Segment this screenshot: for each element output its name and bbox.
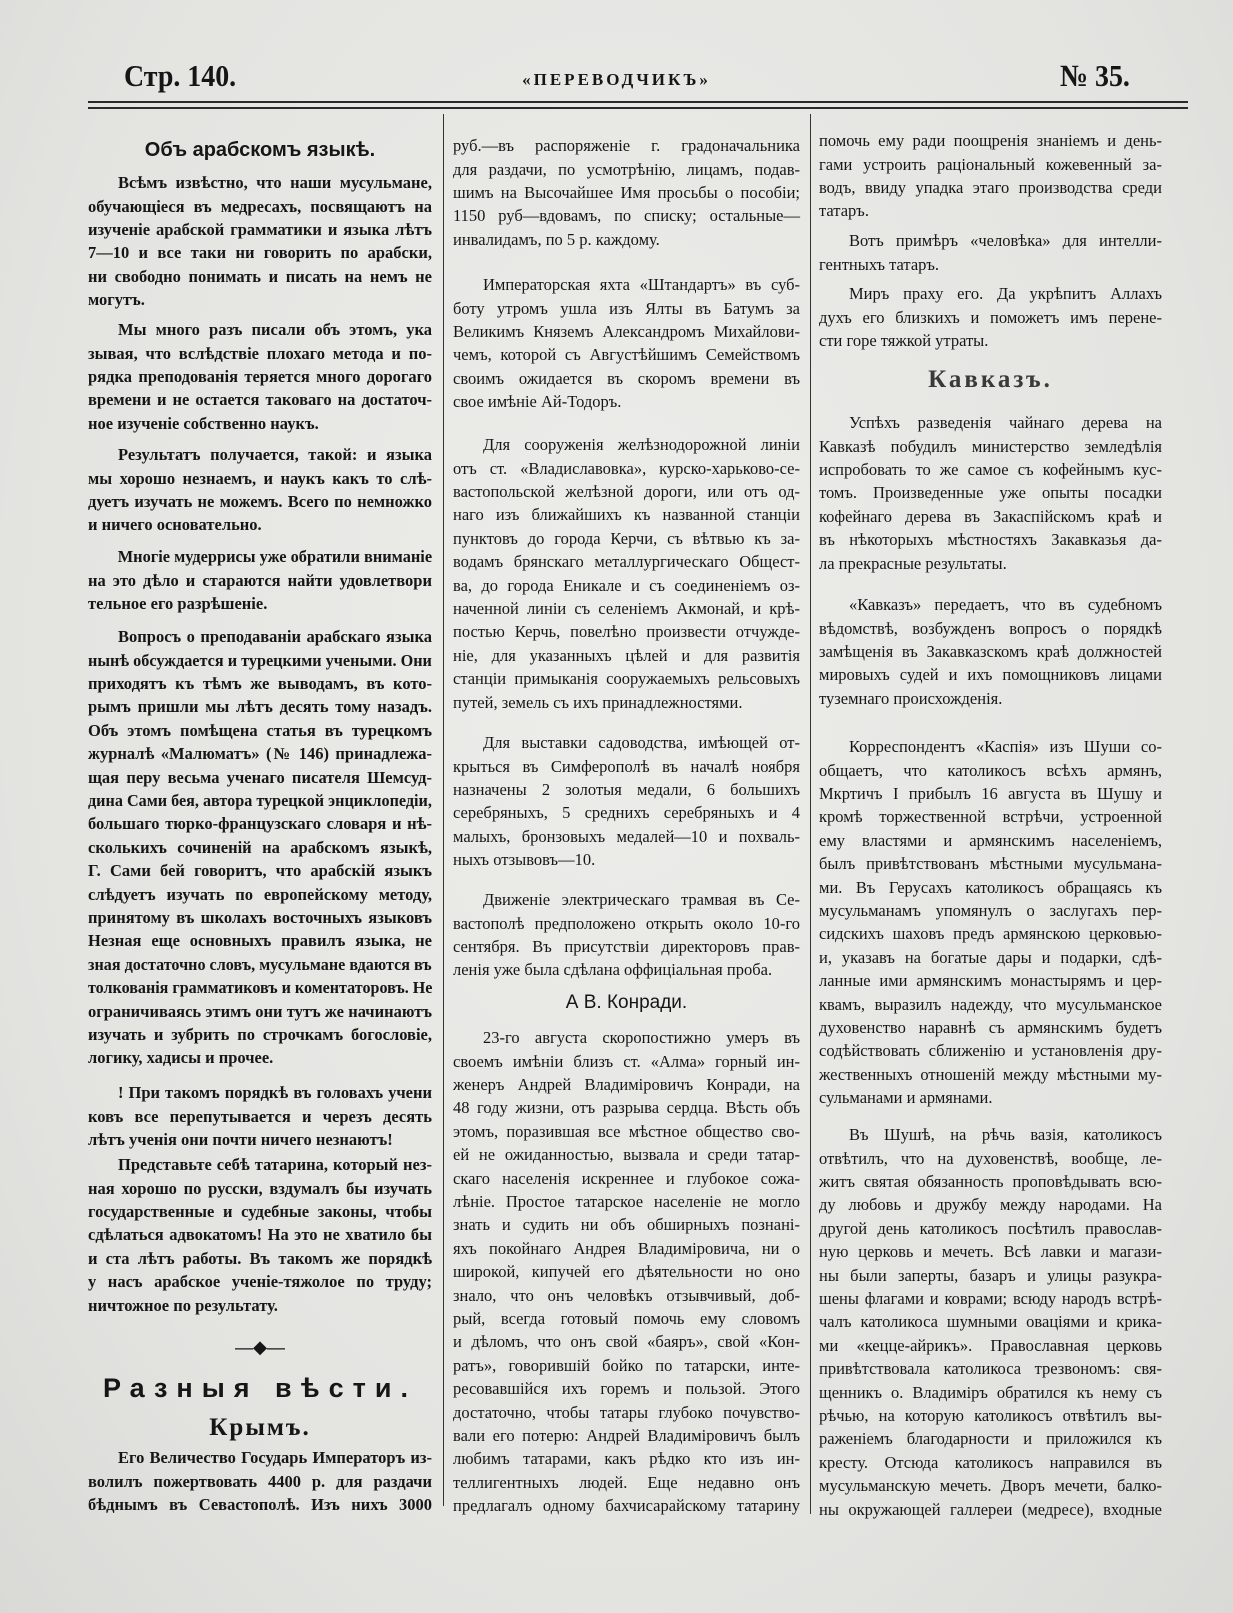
text-line: томъ. Произведенные уже опыты посадки [819, 483, 1162, 503]
text-line: ныхъ отзывовъ—10. [453, 850, 596, 870]
text-line: рый, всегда готовый помочь ему словомъ [453, 1308, 800, 1328]
text-line: рѣчью, на которую католикосъ отвѣтилъ вы- [819, 1405, 1162, 1425]
text-line: ная хорошо по русски, вздумалъ бы изучать [88, 1178, 432, 1198]
text-line: привѣтствовала католикоса трезвономъ: свя- [819, 1359, 1162, 1379]
text-line: обучающіеся въ медресахъ, посвящаютъ на [88, 196, 432, 216]
text-line: постью Керчь, повелѣно произвести отчужде- [453, 622, 800, 642]
text-line: чемъ, которой съ Августѣйшимъ Семействомъ [453, 345, 800, 365]
text-line: ду любовь и дружбу между народами. На [819, 1195, 1162, 1215]
text-line: ничтожное по результату. [88, 1295, 278, 1315]
text-line: гентныхъ татаръ. [819, 254, 940, 274]
paragraph [88, 171, 432, 311]
text-line: крыться въ Симферополѣ въ началѣ ноября [453, 756, 800, 776]
text-line: кресту. Отсюда католикосъ направился въ [819, 1452, 1162, 1472]
text-line: раженіемъ благодарности и приложился къ [819, 1429, 1162, 1449]
text-line: Въ Шушѣ, на рѣчь вазія, католикосъ [849, 1125, 1162, 1145]
text-line: ! При такомъ порядкѣ въ головахъ учени [118, 1083, 432, 1103]
text-line: изученіе арабской грамматики и языка лѣтъ [88, 220, 432, 240]
text-line: знать и судить ни объ обширныхъ познані- [453, 1215, 800, 1235]
text-line: предлагалъ одному бахчисарайскому татарину [453, 1496, 800, 1516]
text-line: ей не ожиданностью, вызвала и среди татар- [453, 1145, 800, 1165]
text-line: и ста лѣтъ работы. Въ такомъ же порядкѣ [88, 1248, 432, 1268]
text-line: дина Сами бея, автора турецкой энциклопедіи, [88, 791, 432, 811]
text-line: Мкртичъ I прибылъ 16 августа въ Шушу и [819, 784, 1162, 804]
paragraph [88, 443, 432, 537]
newspaper-title: «ПЕРЕВОДЧИКЪ» [522, 70, 711, 89]
text-line: шены флагами и коврами; всюду народъ встрѣ- [819, 1289, 1162, 1309]
text-line: своемъ имѣніи близъ ст. «Алма» горный ин- [453, 1051, 800, 1071]
text-line: Всѣмъ извѣстно, что наши мусульмане, [118, 173, 432, 193]
text-line: ресовавшійся ихъ горемъ и пользой. Этого [453, 1379, 800, 1399]
text-line: ны были заперты, базаръ и улицы разукра- [819, 1265, 1162, 1285]
text-line: лѣніе. Простое татарское населеніе не могло [453, 1192, 800, 1212]
text-line: замѣщенія въ Закавказскомъ краѣ должностей [819, 642, 1162, 662]
text-line: наченной линіи съ селеніемъ Акмонай, и крѣ- [453, 599, 800, 619]
paragraph [819, 735, 1162, 1109]
text-line: знало, что онъ человѣкъ отзывчивый, доб- [453, 1285, 800, 1305]
text-line: сти горе тяжкой утраты. [819, 331, 989, 351]
paragraph [819, 229, 1162, 276]
ornament-divider-icon: —◆— [235, 1337, 285, 1357]
text-line: инвалидамъ, по 5 р. каждому. [453, 229, 660, 249]
text-line: мусульманамъ упомянулъ о заслугахъ пер- [819, 901, 1162, 921]
text-line: вѣдомствѣ, возбужденъ вопросъ о порядкѣ [819, 618, 1162, 638]
text-line: на это дѣло и стараются найти удовлетвори [88, 570, 432, 590]
text-line: ніе, для указанныхъ цѣлей и для развитія [453, 645, 800, 665]
text-line: журналѣ «Малюматъ» (№ 146) принадлежа- [88, 744, 432, 764]
text-line: содѣйствовать сближенію и установленія дру- [819, 1041, 1162, 1061]
text-line: Вотъ примѣръ «человѣка» для интелли- [849, 231, 1162, 251]
text-line: ми. Въ Герусахъ католикосъ обращаясь къ [819, 877, 1162, 897]
paragraph [88, 1446, 432, 1516]
paragraph [453, 888, 800, 982]
text-line: рядка преподованія теряется много дорогаго [88, 367, 432, 387]
text-line: кромѣ торжественной встрѣчи, устроенной [819, 807, 1162, 827]
text-line: Кавказѣ побудилъ министерство земледѣлія [819, 436, 1162, 456]
text-line: ковъ все перепутывается и черезъ десять [88, 1106, 432, 1126]
text-line: сентября. Въ присутствіи директоровъ прав- [453, 937, 800, 957]
text-line: Г. Сами бей говоритъ, что арабскій языкъ [88, 861, 432, 881]
text-line: духъ его близкихъ и поможетъ имъ перене- [819, 307, 1162, 327]
text-line: руб.—въ распоряженіе г. градоначальника [453, 136, 800, 156]
text-line: широкой, кипучей его дѣятельности но оно [453, 1262, 800, 1282]
text-line: яхъ покойнаго Андрея Владиміровича, ни о [453, 1238, 800, 1258]
text-line: могутъ. [88, 290, 145, 310]
section-heading: Разныя вѣсти. [103, 1373, 417, 1403]
text-line: ратъ», говорившій бойко по татарски, инте- [453, 1355, 800, 1375]
text-line: мировыхъ судей и ихъ помощниковъ лицами [819, 665, 1162, 685]
text-line: времени и не остается таковаго на достаточ- [88, 390, 432, 410]
text-line: 48 году жизни, отъ разрыва сердца. Вѣсть объ [453, 1098, 800, 1118]
text-line: 7—10 и все таки ни говорить по арабски, [88, 243, 432, 263]
text-line: въ нѣкоторыхъ мѣстностяхъ Закавказья да- [819, 530, 1162, 550]
text-line: щая перу весьма ученаго писателя Шемсуд- [88, 767, 432, 787]
text-line: ла прекрасные результаты. [819, 553, 1007, 573]
text-line: ему властями и армянскимъ населеніемъ, [819, 830, 1162, 850]
text-line: бѣднымъ въ Севастополѣ. Изъ нихъ 3000 [88, 1495, 432, 1515]
text-line: кофейнаго дерева въ Закаспійскомъ краѣ и [819, 506, 1162, 526]
text-line: сидскихъ шаховъ предъ армянскою церковью- [819, 924, 1162, 944]
text-line: сульманами и армянами. [819, 1088, 993, 1108]
text-line: путей, земель съ ихъ принадлежностями. [453, 692, 743, 712]
text-line: назначены 2 золотыя медали, 6 большихъ [453, 780, 800, 800]
text-line: жественныхъ отношеній между мѣстными му- [819, 1064, 1162, 1084]
paragraph [819, 1123, 1162, 1521]
text-line: своимъ ожидается въ скоромъ времени въ [453, 368, 800, 388]
paragraph [453, 273, 800, 413]
section-heading: Крымъ. [209, 1414, 311, 1441]
paragraph [819, 282, 1162, 352]
text-line: скаго населенія искреннее и глубокое сожа- [453, 1168, 800, 1188]
text-line: достаточно, чтобы татары глубоко почувство- [453, 1402, 800, 1422]
text-line: боту утромъ ушла изъ Ялты въ Батумъ за [453, 298, 800, 318]
column-divider [810, 114, 811, 1514]
text-line: волилъ пожертвовать 4400 р. для раздачи [88, 1471, 432, 1491]
text-line: наго изъ ближайшихъ къ названной станціи [453, 505, 800, 525]
text-line: и ничего основательно. [88, 515, 262, 535]
paragraph [453, 1026, 800, 1517]
text-line: Мы много разъ писали объ этомъ, ука [118, 320, 432, 340]
text-line: женеръ Андрей Владиміровичъ Конради, на [453, 1075, 800, 1095]
text-line: испробовать то же самое съ кофейнымъ кус- [819, 460, 1162, 480]
paragraph [453, 731, 800, 871]
text-line: любимъ татарами, какъ рѣдко кто изъ ин- [453, 1449, 800, 1469]
text-line: дуетъ изучать не можемъ. Всего по немножко [88, 492, 432, 512]
paragraph [453, 433, 800, 714]
text-line: шимъ на Высочайшее Имя просьбы о пособіи; [453, 183, 800, 203]
text-line: Представьте себѣ татарина, который нез- [118, 1155, 432, 1175]
text-line: Вопросъ о преподаваніи арабскаго языка [118, 627, 432, 647]
text-line: мусульманскую мечеть. Дворъ мечети, балко- [819, 1476, 1162, 1496]
text-line: и дѣломъ, что онъ свой «баяръ», свой «Кон- [453, 1332, 800, 1352]
page-number: Стр. 140. [124, 58, 237, 93]
text-line: изучать и зубрить по строчкамъ богословіе, [88, 1024, 432, 1044]
text-line: «Кавказъ» передаетъ, что въ судебномъ [849, 595, 1162, 615]
text-line: житъ святая обязанность проповѣдывать всю- [819, 1172, 1162, 1192]
text-line: чалъ католикоса шумными оваціями и крика- [819, 1312, 1162, 1332]
text-line: тельное его разрѣшеніе. [88, 594, 268, 614]
text-line: лѣтъ ученія они почти ничего незнаютъ! [88, 1130, 393, 1150]
paragraph [88, 1081, 432, 1151]
text-line: вали его потерю: Андрей Владиміровичъ былъ [453, 1425, 800, 1445]
text-line: отвѣтилъ, что на духовенствѣ, вообще, ле- [819, 1148, 1162, 1168]
text-line: 23-го августа скоропостижно умеръ въ [483, 1028, 800, 1048]
paragraph [819, 411, 1162, 575]
column-left [88, 0, 432, 1613]
text-line: ни свободно понимать и писать на немъ не [88, 266, 432, 286]
paragraph [88, 625, 432, 1069]
text-line: свое имѣніе Ай-Тодоръ. [453, 392, 622, 412]
issue-number: № 35. [1060, 58, 1130, 93]
text-line: слѣдуетъ изучать по европейскому методу, [88, 884, 432, 904]
paragraph [88, 318, 432, 435]
text-line: толкованія грамматиковъ и коментаторовъ. Не [88, 978, 433, 998]
text-line: ланные ими армянскимъ монастырямъ и цер- [819, 971, 1162, 991]
text-line: водъ, ввиду упадка этаго производства среди [819, 178, 1162, 198]
text-line: ное изученіе собственно наукъ. [88, 413, 319, 433]
text-line: станціи примыканія сооружаемыхъ рельсовыхъ [453, 669, 800, 689]
text-line: Императорская яхта «Штандартъ» въ суб- [483, 275, 800, 295]
text-line: и, указавъ на богатые дары и подарки, сдѣ- [819, 947, 1162, 967]
section-heading: Объ арабскомъ языкѣ. [144, 139, 376, 161]
text-line: большаго тюрко-французскаго словаря и нѣ- [88, 814, 432, 834]
text-line: Незная еще основныхъ правилъ языка, не [88, 931, 432, 951]
text-line: логику, хадисы и прочее. [88, 1048, 274, 1068]
text-line: помочь ему ради поощренія знаніемъ и день- [819, 131, 1162, 151]
text-line: Для выставки садоводства, имѣющей от- [483, 733, 800, 753]
text-line: туземнаго происхожденія. [819, 688, 1003, 708]
text-line: ми «кецце-айрикъ». Православная церковь [819, 1335, 1162, 1355]
paragraph [819, 593, 1162, 710]
text-line: мы хорошо незнаемъ, и наукъ какъ то слѣ- [88, 468, 432, 488]
text-line: зная достаточно словъ, мусульмане вдаются въ [88, 954, 432, 974]
text-line: зывая, что вслѣдствіе плохаго метода и по- [88, 343, 432, 363]
column-right [819, 0, 1162, 1613]
text-line: ны окружающей галлереи (медресе), входные [819, 1499, 1162, 1519]
text-line: для раздачи, по усмотрѣнію, лицамъ, подав- [453, 159, 800, 179]
text-line: ограничиваясь этимъ они тутъ же начинаютъ [88, 1001, 432, 1021]
text-line: Его Величество Государь Императоръ из- [118, 1448, 432, 1468]
text-line: общаетъ, что католикосъ всѣхъ армянъ, [819, 760, 1162, 780]
text-line: квамъ, выразилъ надежду, что мусульманское [819, 994, 1162, 1014]
text-line: государственные и судебные законы, чтобы [88, 1202, 432, 1222]
text-line: вастополѣ предположено открыть около 10-го [453, 913, 800, 933]
text-line: рымъ пришли мы лѣтъ десять тому назадъ. [88, 697, 432, 717]
paragraph [453, 134, 800, 251]
text-line: сколькихъ сочиненій на арабскомъ языкѣ, [88, 837, 432, 857]
text-line: приходятъ къ тѣмъ же выводамъ, въ кото- [88, 674, 432, 694]
text-line: 1150 руб—вдовамъ, по списку; остальные— [453, 206, 800, 226]
text-line: теллигентныхъ людей. Еще недавно онъ [453, 1472, 800, 1492]
paragraph [819, 129, 1162, 223]
text-line: сдѣлаться адвокатомъ! На это не хватило бы [88, 1225, 432, 1245]
text-line: гами устроить раціональный кожевенный за- [819, 154, 1162, 174]
text-line: вастопольской желѣзной дороги, или отъ од- [453, 482, 800, 502]
text-line: щенникъ о. Владиміръ обратился къ нему съ [819, 1382, 1162, 1402]
text-line: Движеніе электрическаго трамвая въ Се- [483, 890, 800, 910]
text-line: духовенство наравнѣ съ армянскимъ будетъ [819, 1017, 1162, 1037]
paragraph [88, 1153, 432, 1317]
text-line: у насъ арабское ученіе-тяжолое по труду; [88, 1272, 432, 1292]
text-line: Миръ праху его. Да укрѣпитъ Аллахъ [849, 284, 1162, 304]
text-line: водамъ брянскаго металлургическаго Общест- [453, 552, 800, 572]
text-line: былъ привѣтствованъ мѣстными мусульмана- [819, 854, 1162, 874]
text-line: Объ этомъ помѣщена статья въ турецкомъ [88, 720, 432, 740]
paragraph [88, 545, 432, 615]
text-line: Корреспондентъ «Каспія» изъ Шуши со- [849, 737, 1162, 757]
text-line: серебряныхъ, 5 среднихъ серебряныхъ и 4 [453, 803, 800, 823]
text-line: этомъ, поразившая все мѣстное общество сво- [453, 1121, 800, 1141]
text-line: ва, до города Еникале и съ соединеніемъ оз- [453, 575, 800, 595]
column-middle [453, 0, 800, 1613]
text-line: Многіе мудеррисы уже обратили вниманіе [117, 547, 433, 567]
text-line: другой день католикосъ посѣтилъ православ- [819, 1218, 1162, 1238]
text-line: ленія уже была сдѣлана оффиціальная проба. [453, 960, 773, 980]
section-heading: Кавказъ. [928, 366, 1053, 393]
text-line: принятому въ школахъ восточныхъ языковъ [88, 907, 432, 927]
text-line: Результатъ получается, такой: и языка [118, 445, 432, 465]
column-divider [443, 114, 444, 1506]
text-line: малыхъ, бронзовыхъ медалей—10 и похваль- [453, 826, 800, 846]
text-line: Великимъ Княземъ Александромъ Михайлови- [453, 322, 800, 342]
text-line: Для сооруженія желѣзнодорожной линіи [483, 435, 800, 455]
text-line: пунктовъ до города Керчи, съ вѣтвью къ за- [453, 528, 800, 548]
section-heading: А В. Конради. [565, 992, 688, 1013]
text-line: отъ ст. «Владиславовка», курско-харьково-се- [453, 458, 800, 478]
text-line: ную церковь и мечеть. Всѣ лавки и магази- [819, 1242, 1162, 1262]
text-line: нынѣ обсуждается и турецкими учеными. Они [88, 650, 432, 670]
text-line: татаръ. [819, 201, 869, 221]
text-line: Успѣхъ разведенія чайнаго дерева на [849, 413, 1162, 433]
